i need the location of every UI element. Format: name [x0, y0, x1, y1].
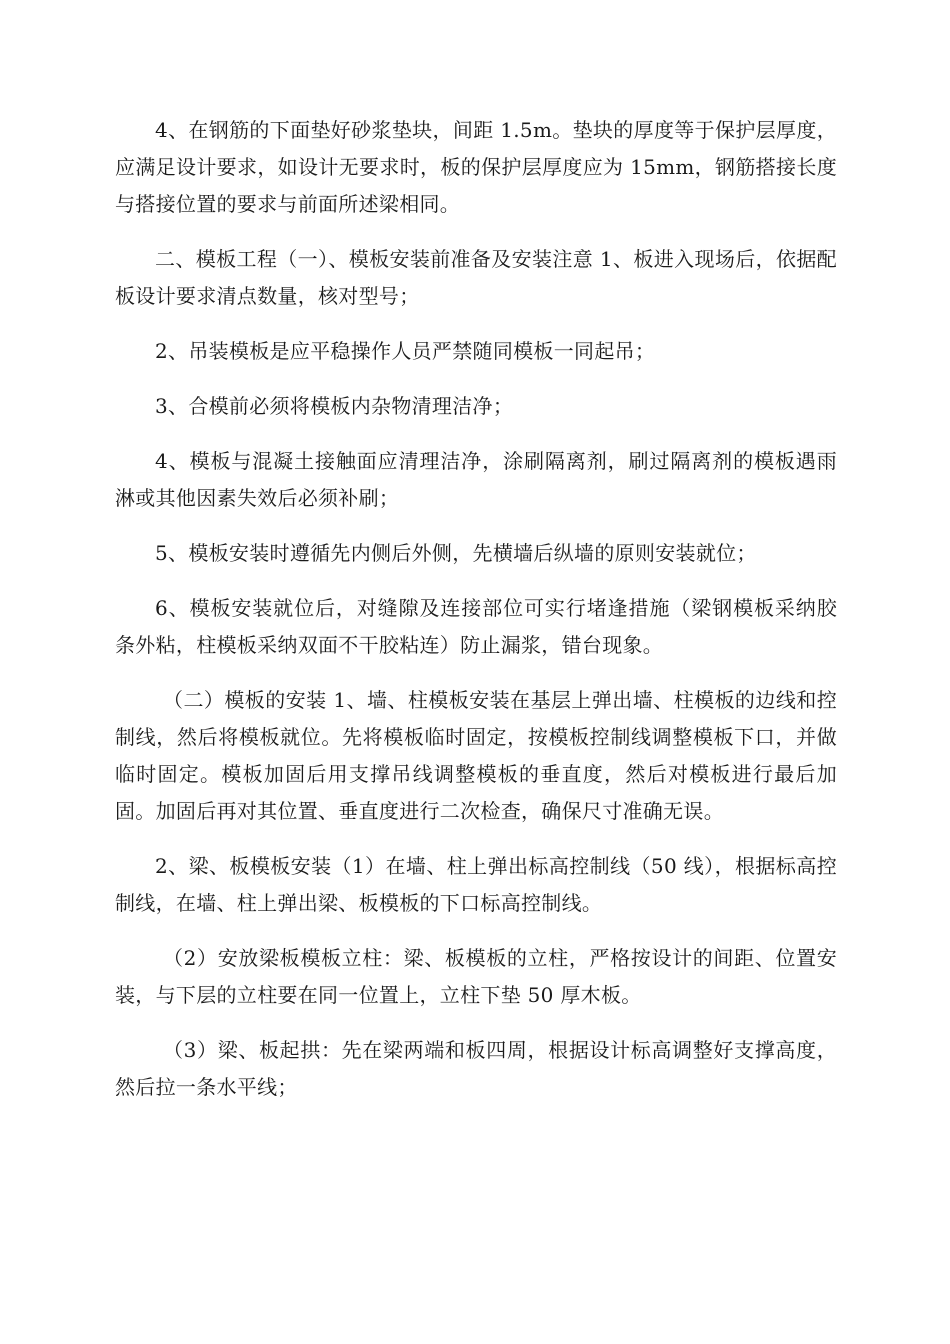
paragraph-wall-column-formwork: （二）模板的安装 1、墙、柱模板安装在基层上弹出墙、柱模板的边线和控制线，然后将模板就位。先将模板临时固定，按模板控制线调整模板下口，并做临时固定。模板加固后用支撑吊线调整模板的垂直度，然后对模板进行最后加固。加固后再对其位置、垂直度进行二次检查，确保尺寸准确无误。	[115, 688, 837, 823]
paragraph-formwork-preparation: 二、模板工程（一）、模板安装前准备及安装注意 1、板进入现场后，依据配板设计要求清点数量，核对型号；	[115, 247, 837, 308]
paragraph-clean-before-closing: 3、合模前必须将模板内杂物清理洁净；	[155, 394, 514, 418]
paragraph-seam-sealing: 6、模板安装就位后，对缝隙及连接部位可实行堵逢措施（梁钢模板采纳胶条外粘，柱模板采纳双面不干胶粘连）防止漏浆，错台现象。	[115, 596, 837, 657]
paragraph-rebar-spacer-blocks: 4、在钢筋的下面垫好砂浆垫块，间距 1.5m。垫块的厚度等于保护层厚度，应满足设计要求，如设计无要求时，板的保护层厚度应为 15mm，钢筋搭接长度与搭接位置的要求与前面所述梁相同。	[115, 118, 837, 216]
paragraph-release-agent: 4、模板与混凝土接触面应清理洁净，涂刷隔离剂，刷过隔离剂的模板遇雨淋或其他因素失效后必须补刷；	[115, 449, 837, 510]
paragraph-cambering: （3）梁、板起拱：先在梁两端和板四周，根据设计标高调整好支撑高度，然后拉一条水平线；	[115, 1038, 837, 1099]
paragraph-hoisting-formwork: 2、吊装模板是应平稳操作人员严禁随同模板一同起吊；	[155, 339, 656, 363]
paragraph-installation-order: 5、模板安装时遵循先内侧后外侧，先横墙后纵墙的原则安装就位；	[155, 541, 757, 565]
paragraph-shoring-posts: （2）安放梁板模板立柱：梁、板模板的立柱，严格按设计的间距、位置安装，与下层的立柱要在同一位置上，立柱下垫 50 厚木板。	[115, 946, 837, 1007]
document-body	[115, 112, 837, 1124]
paragraph-beam-slab-formwork: 2、梁、板模板安装（1）在墙、柱上弹出标高控制线（50 线），根据标高控制线，在墙、柱上弹出梁、板模板的下口标高控制线。	[115, 854, 837, 915]
